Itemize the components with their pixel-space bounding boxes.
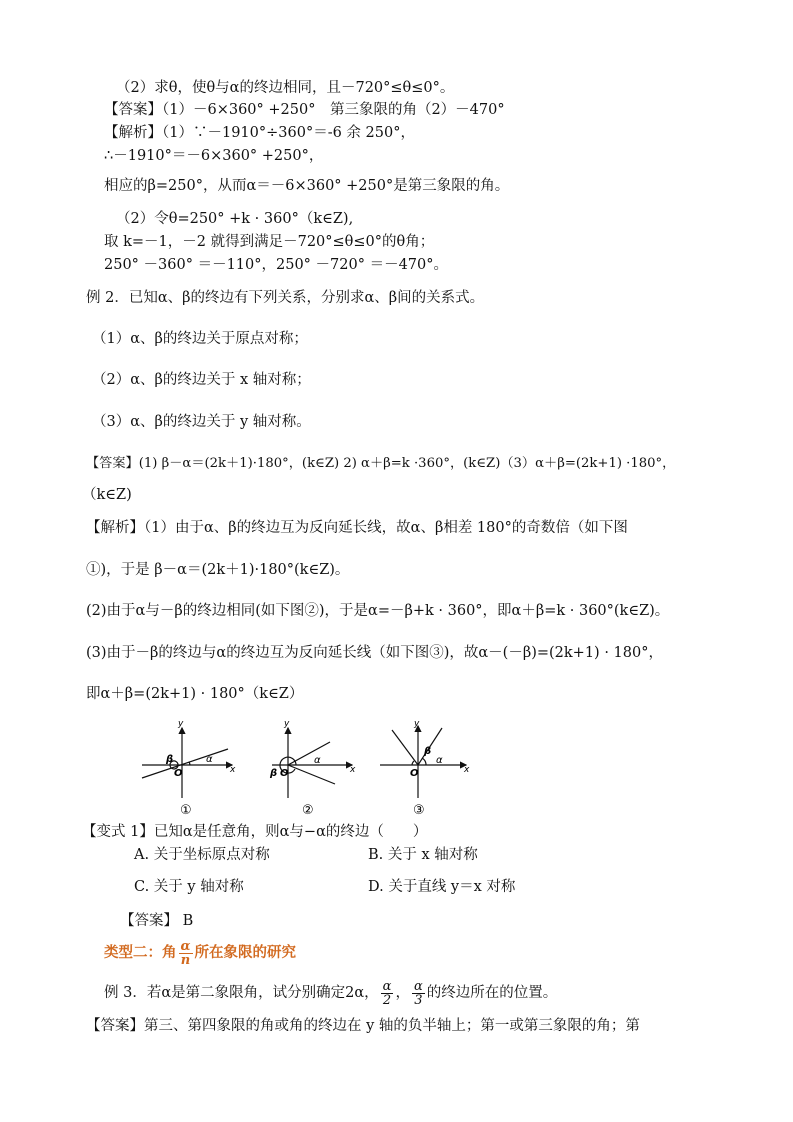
option-b: B. 关于 x 轴对称 — [368, 847, 478, 863]
alpha-side — [288, 742, 330, 765]
example-2-answer: 【答案】(1) β－α＝(2k＋1)·180°，(k∈Z) 2) α＋β=k ·360°，(k∈Z)（3）α＋β=(2k+1) ·180°， — [86, 456, 676, 471]
type-2-fraction: $\frac{\alpha}{n}$ — [180, 938, 191, 968]
fig1-x-label: x — [230, 765, 236, 775]
example-2-analysis-2: ①)，于是 β－α＝(2k＋1)·180°(k∈Z)。 — [86, 562, 350, 578]
analysis-line-1: 【解析】（1）∵－1910°÷360°＝-6 余 250°， — [104, 125, 415, 141]
figure-2 — [272, 728, 352, 798]
fig2-y-label: y — [284, 719, 290, 729]
example-2-analysis-3: (2)由于α与－β的终边相同(如下图②)，于是α=－β+k · 360°，即α＋β=k · 360°(k∈Z)。 — [86, 603, 670, 619]
fig2-label: ② — [302, 803, 314, 818]
fig1-y-label: y — [178, 719, 184, 729]
example-3-answer: 【答案】第三、第四象限的角或角的终边在 y 轴的负半轴上；第一或第三象限的角；第 — [86, 1018, 640, 1034]
example-2-analysis-1: 【解析】（1）由于α、β的终边互为反向延长线，故α、β相差 180°的奇数倍（如下图 — [86, 520, 628, 536]
example-2-analysis-5: 即α＋β=(2k+1) · 180°（k∈Z） — [86, 686, 304, 702]
example-2-answer-cont: （k∈Z) — [82, 487, 132, 503]
answer-line-1: 【答案】（1）－6×360° +250° 第三象限的角（2）－470° — [104, 102, 505, 118]
beta-side — [392, 730, 418, 765]
figure-1 — [142, 728, 232, 798]
fig2-alpha: α — [314, 755, 321, 766]
example-2-item-1: （1）α、β的终边关于原点对称； — [92, 331, 308, 347]
option-c: C. 关于 y 轴对称 — [134, 879, 244, 895]
analysis-line-5: 取 k=－1，－2 就得到满足－720°≤θ≤0°的θ角； — [104, 234, 435, 250]
analysis-line-4: （2）令θ=250° +k · 360°（k∈Z), — [116, 211, 354, 227]
fig1-alpha: α — [206, 754, 213, 765]
type-2-heading: 类型二：角 $\frac{\alpha}{n}$ 所在象限的研究 — [104, 938, 297, 968]
variant-1-question: 【变式 1】已知α是任意角，则α与−α的终边（ ） — [82, 824, 428, 840]
variant-1-answer: 【答案】 B — [120, 913, 194, 929]
fig3-beta: β — [424, 746, 432, 757]
example-2-analysis-4: (3)由于－β的终边与α的终边互为反向延长线（如下图③)，故α－(－β)=(2k+1) · 180°， — [86, 645, 663, 661]
analysis-line-6: 250° －360° ＝－110°，250° －720° ＝－470°。 — [104, 257, 448, 273]
fig3-x-label: x — [464, 765, 470, 775]
fig1-label: ① — [180, 803, 192, 818]
option-a: A. 关于坐标原点对称 — [134, 847, 270, 863]
option-d: D. 关于直线 y＝x 对称 — [368, 879, 516, 895]
fig3-origin: O — [410, 768, 419, 779]
analysis-line-2: ∴－1910°＝－6×360° +250°， — [104, 148, 324, 164]
fig2-beta: β — [270, 768, 278, 779]
analysis-line-3: 相应的β=250°，从而α＝－6×360° +250°是第三象限的角。 — [104, 178, 510, 194]
example-3-fraction-1: $\frac{\alpha}{2}$ — [382, 978, 392, 1008]
beta-side — [288, 765, 335, 784]
example-2-item-2: （2）α、β的终边关于 x 轴对称； — [92, 372, 311, 388]
fig2-x-label: x — [350, 765, 356, 775]
fig3-y-label: y — [414, 719, 420, 729]
example-2-title: 例 2．已知α、β的终边有下列关系，分别求α、β间的关系式。 — [86, 290, 485, 306]
figure-3 — [380, 726, 466, 798]
fig2-origin: O — [280, 768, 289, 779]
terminal-sides — [142, 749, 228, 778]
fig1-beta: β — [166, 754, 174, 765]
fig1-origin: O — [174, 768, 183, 779]
figures-angles — [130, 718, 480, 818]
example-2-item-3: （3）α、β的终边关于 y 轴对称。 — [92, 414, 311, 430]
alpha-arc — [422, 758, 426, 765]
text-line-1: （2）求θ，使θ与α的终边相同，且－720°≤θ≤0°。 — [116, 80, 455, 96]
example-3-fraction-2: $\frac{\alpha}{3}$ — [413, 978, 423, 1008]
fig3-label: ③ — [413, 803, 425, 818]
example-3-question: 例 3．若α是第二象限角，试分别确定2α， $\frac{\alpha}{2}$ ， $\frac{\alpha}{3}$ 的终边所在的位置。 — [104, 978, 558, 1008]
fig3-alpha: α — [436, 755, 443, 766]
